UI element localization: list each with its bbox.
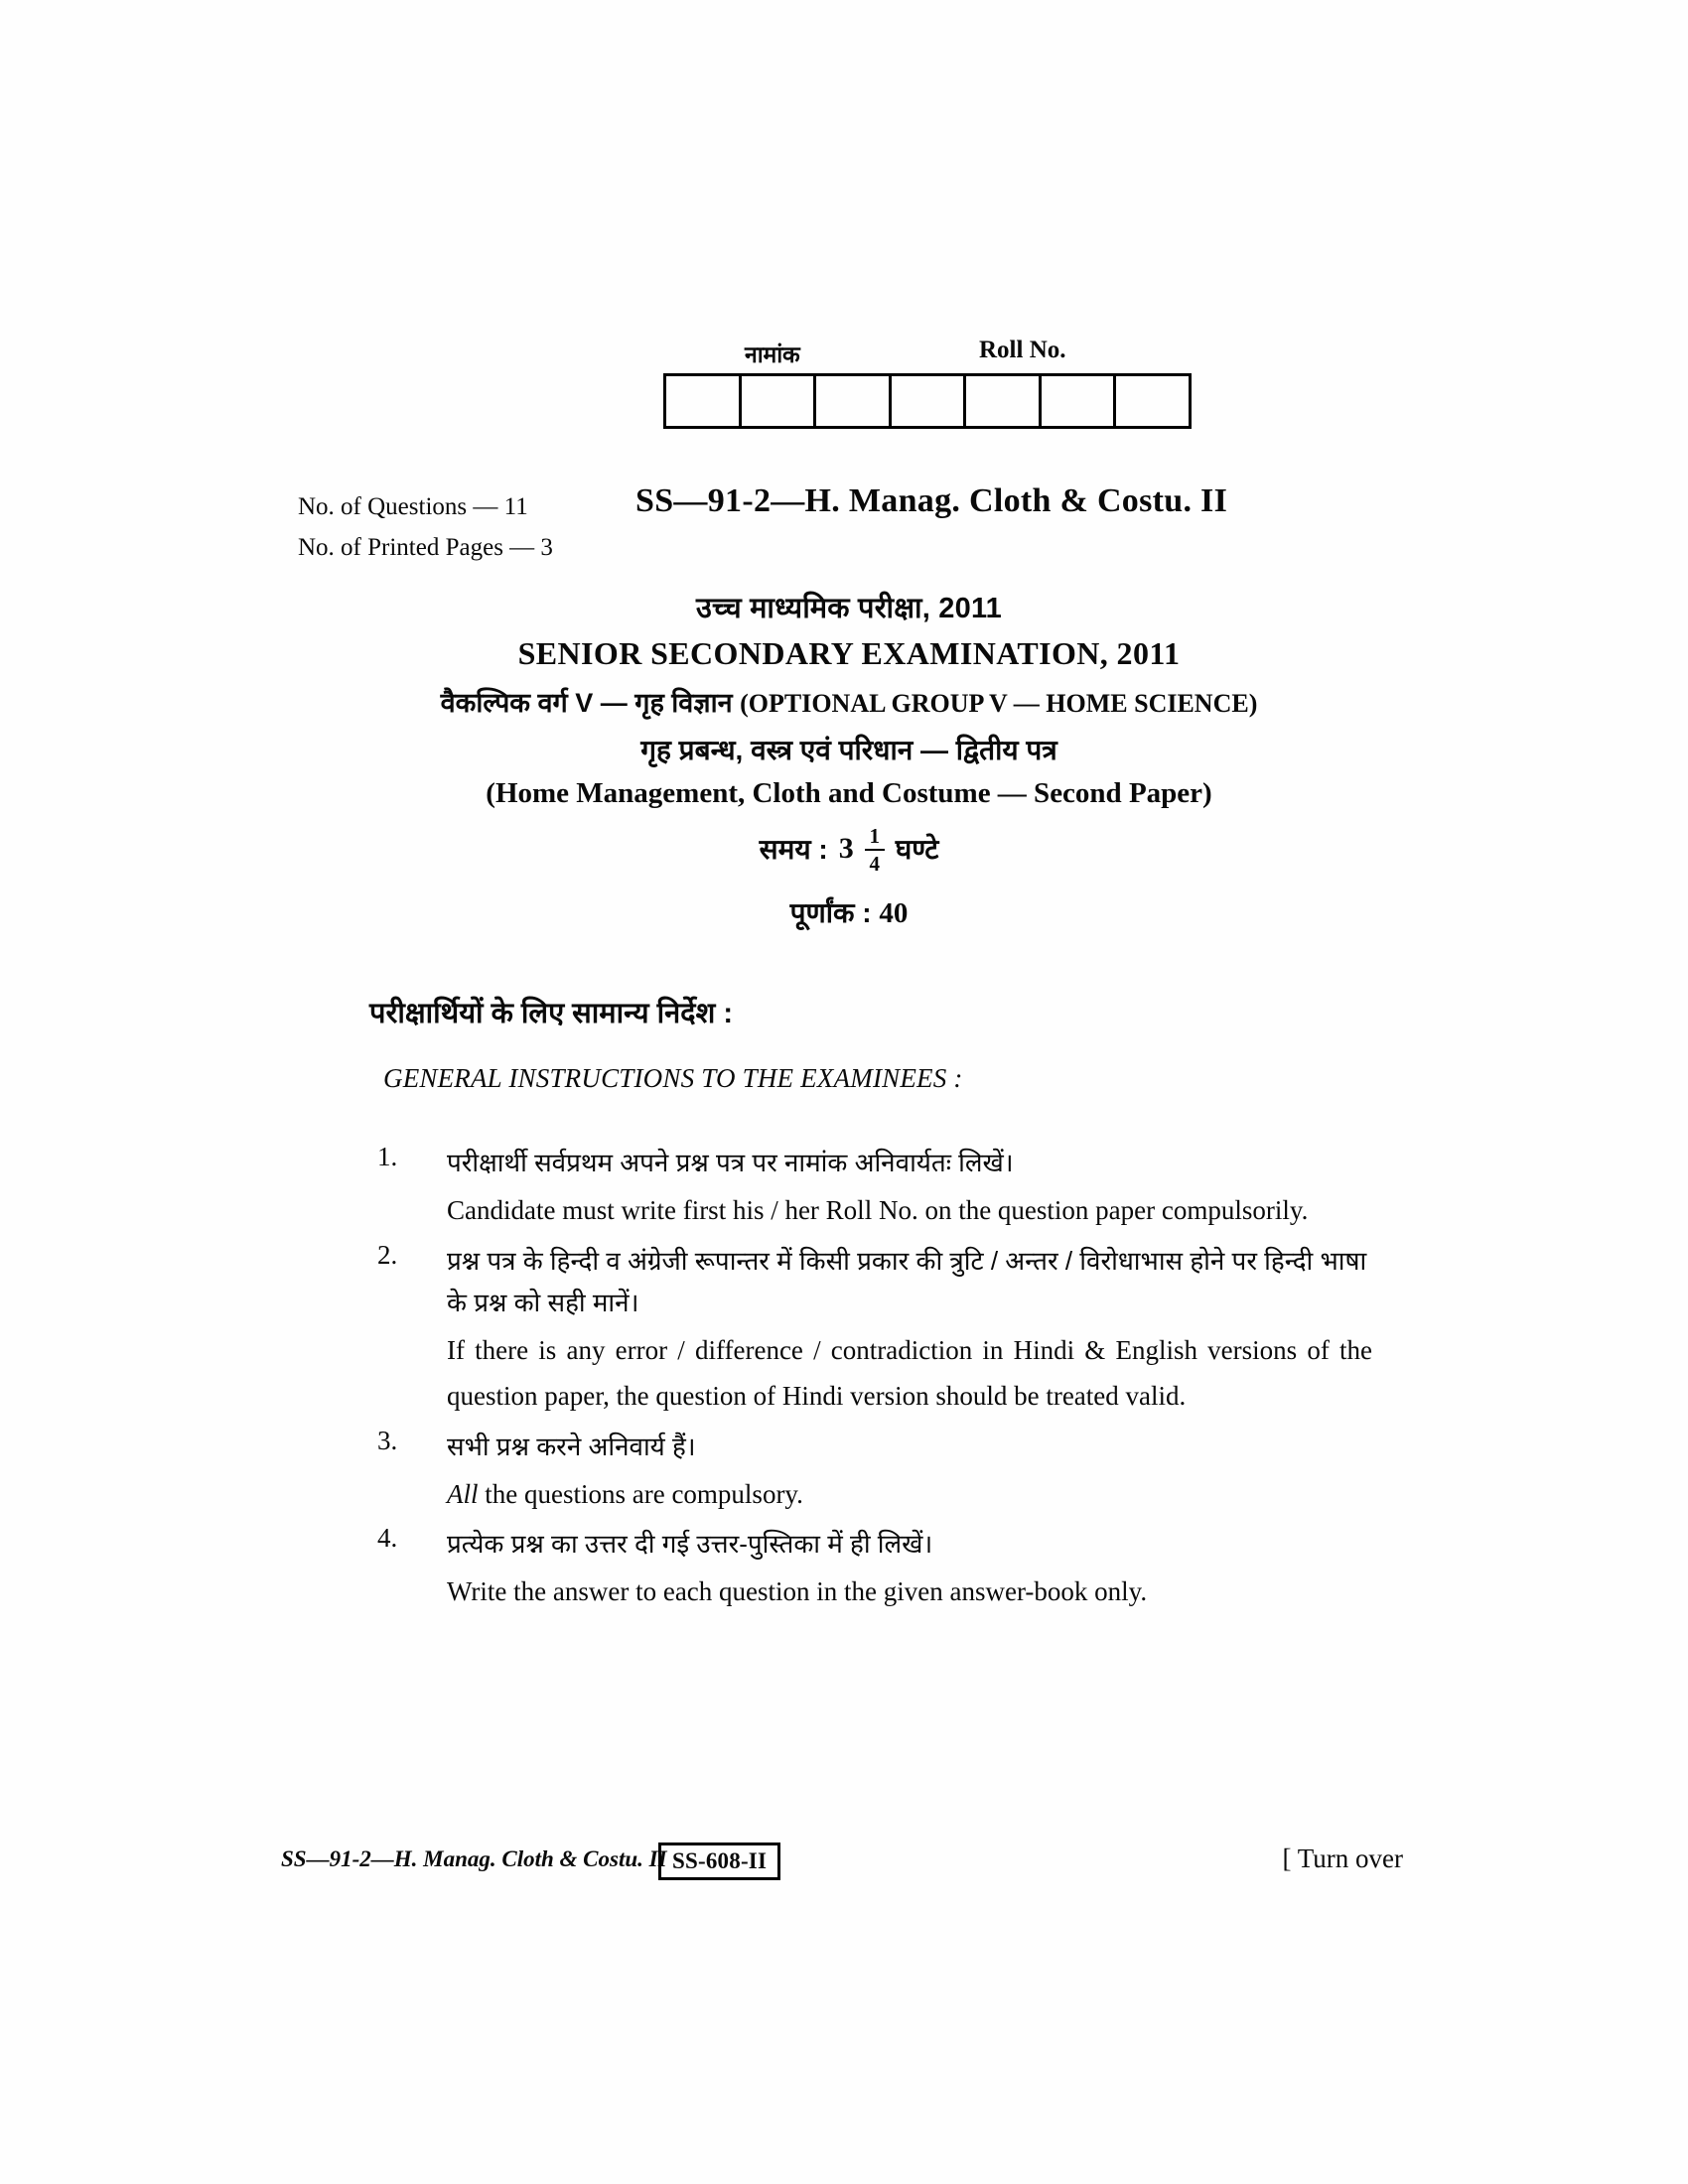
subject-title-english: (Home Management, Cloth and Costume — Second Paper) (486, 777, 1212, 809)
page-footer (281, 1843, 1403, 1884)
instructions-list (350, 1142, 1372, 1621)
instructions-heading-english: GENERAL INSTRUCTIONS TO THE EXAMINEES : (383, 1063, 963, 1093)
instruction-number: 4. (377, 1523, 398, 1554)
namank-label: नामांक (745, 341, 800, 367)
roll-number-grid[interactable] (663, 373, 1192, 429)
exam-title-english: SENIOR SECONDARY EXAMINATION, 2011 (517, 635, 1181, 671)
instruction-text-hindi: प्रश्न पत्र के हिन्दी व अंग्रेजी रूपान्तर में किसी प्रकार की त्रुटि / अन्तर / विरोधाभास होने पर हिन्दी भाषा के प्रश्न को सही मानें। (447, 1245, 1367, 1317)
instruction-item (350, 1426, 1372, 1518)
time-fraction (865, 825, 885, 875)
marks-value: 40 (879, 897, 909, 930)
roll-number-cell[interactable] (666, 376, 742, 426)
no-of-printed-pages: No. of Printed Pages — 3 (298, 534, 553, 562)
turn-over-note: [ Turn over (1282, 1843, 1403, 1873)
roll-number-cell[interactable] (1042, 376, 1117, 426)
instruction-text-hindi: सभी प्रश्न करने अनिवार्य हैं। (447, 1431, 696, 1461)
subject-title-hindi: गृह प्रबन्ध, वस्त्र एवं परिधान — द्वितीय पत्र (640, 735, 1057, 765)
instruction-text-english: If there is any error / difference / contradiction in Hindi & English versions of the question paper, the question of Hindi version should be treated valid. (447, 1334, 1372, 1412)
roll-number-cell[interactable] (1116, 376, 1192, 426)
roll-number-cell[interactable] (966, 376, 1042, 426)
group-english: (OPTIONAL GROUP V — HOME SCIENCE) (740, 689, 1258, 718)
time-allowed (288, 824, 1410, 877)
footer-paper-code: SS—91-2—H. Manag. Cloth & Costu. II (281, 1846, 667, 1871)
meta-left (298, 486, 553, 569)
instruction-number: 3. (377, 1425, 398, 1455)
instruction-text-hindi: परीक्षार्थी सर्वप्रथम अपने प्रश्न पत्र पर नामांक अनिवार्यतः लिखें। (447, 1148, 1014, 1177)
marks-label: पूर्णांक : (789, 897, 872, 929)
roll-number-labels (663, 338, 1192, 373)
instruction-item (350, 1142, 1372, 1234)
instruction-emphasis: All (447, 1478, 479, 1509)
instruction-item (350, 1523, 1372, 1615)
roll-number-cell[interactable] (742, 376, 817, 426)
instruction-text-english: Write the answer to each question in the given answer-book only. (447, 1576, 1148, 1607)
maximum-marks (288, 893, 1410, 931)
title-block (288, 588, 1410, 931)
instruction-text-english: All the questions are compulsory. (447, 1478, 803, 1509)
group-hindi: वैकल्पिक वर्ग V — गृह विज्ञान (440, 688, 733, 718)
footer-boxed-code: SS-608-II (658, 1843, 780, 1880)
instructions-heading-hindi: परीक्षार्थियों के लिए सामान्य निर्देश : (369, 998, 734, 1029)
optional-group-line (288, 683, 1410, 720)
time-whole-number: 3 (838, 832, 854, 866)
roll-number-cell[interactable] (816, 376, 892, 426)
instruction-number: 2. (377, 1239, 398, 1270)
fraction-denominator: 4 (869, 852, 880, 877)
instruction-text-english: Candidate must write first his / her Roll No. on the question paper compulsorily. (447, 1195, 1309, 1226)
roll-no-label: Roll No. (979, 337, 1066, 363)
instruction-text-hindi: प्रत्येक प्रश्न का उत्तर दी गई उत्तर-पुस्तिका में ही लिखें। (447, 1529, 933, 1560)
paper-code-heading: SS—91-2—H. Manag. Cloth & Costu. II (635, 482, 1228, 519)
fraction-bar (865, 849, 885, 851)
instruction-item (350, 1240, 1372, 1420)
roll-number-cell[interactable] (892, 376, 967, 426)
instruction-number: 1. (377, 1142, 398, 1171)
no-of-questions: No. of Questions — 11 (298, 493, 528, 520)
roll-number-block (663, 338, 1192, 429)
time-unit: घण्टे (895, 834, 939, 866)
exam-title-hindi: उच्च माध्यमिक परीक्षा, 2011 (695, 593, 1003, 624)
fraction-numerator: 1 (869, 824, 880, 848)
time-label: समय : (759, 834, 828, 866)
